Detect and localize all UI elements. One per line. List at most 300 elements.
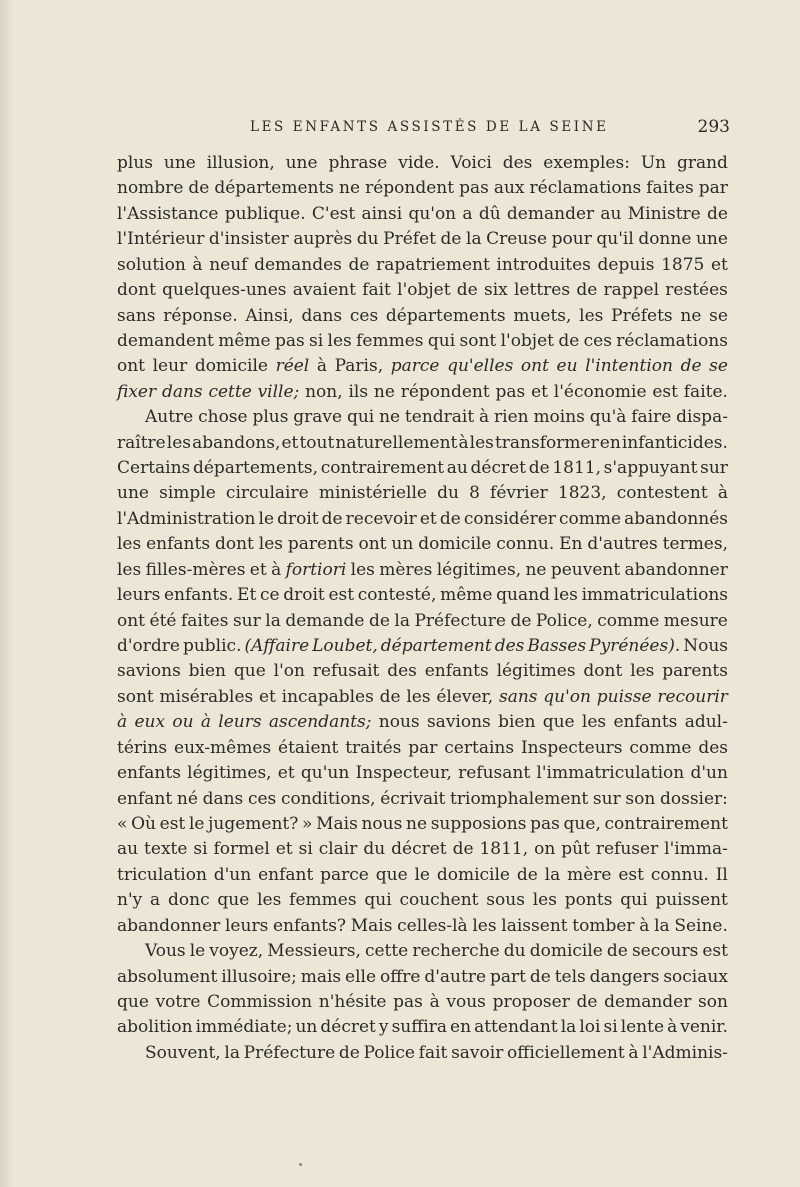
word: conditions,	[280, 788, 376, 809]
word: solution	[117, 254, 186, 275]
word: savions	[117, 661, 181, 682]
word: traités	[345, 737, 402, 758]
word: certains	[444, 737, 515, 758]
text-line	[117, 941, 728, 966]
word: ministérielle	[318, 483, 427, 504]
word: domicile	[418, 534, 492, 555]
italic-word: à	[200, 712, 211, 733]
word: neuf	[209, 254, 248, 275]
word: peuvent	[550, 559, 621, 580]
word: Souvent,	[145, 1042, 221, 1063]
italic-word: fixer	[117, 381, 157, 402]
word: moins	[533, 407, 585, 428]
word: au	[446, 458, 468, 479]
word: proposer	[492, 991, 570, 1012]
word: du	[363, 839, 386, 860]
word: la	[394, 610, 410, 631]
italic-word: eux	[134, 712, 166, 733]
word: ainsi	[361, 203, 403, 224]
word: qu'un	[300, 763, 350, 784]
word: d'un	[690, 763, 728, 784]
word: comme	[558, 508, 622, 529]
word: Ministre	[627, 203, 701, 224]
word: non,	[305, 381, 343, 402]
word: au	[600, 203, 622, 224]
word: triculation	[117, 864, 207, 885]
word: et	[419, 508, 437, 529]
word: Inspecteur,	[355, 763, 452, 784]
word: la	[224, 1042, 240, 1063]
word: leurs	[225, 915, 269, 936]
word: que	[217, 890, 250, 911]
word: pas	[393, 991, 423, 1012]
word: né	[176, 788, 198, 809]
word: une	[285, 153, 318, 173]
word: de	[321, 508, 343, 529]
word: ces	[247, 788, 277, 809]
word: 1875	[661, 254, 705, 275]
word: leurs	[117, 585, 161, 606]
word: tout	[299, 432, 335, 453]
word: en	[450, 1017, 472, 1038]
word: demander	[604, 991, 692, 1012]
word: à	[458, 432, 469, 453]
word: faite.	[683, 381, 728, 402]
word: recherche	[412, 941, 500, 962]
italic-word: des	[494, 636, 525, 657]
word: plus	[117, 153, 153, 173]
word: C'est	[311, 203, 356, 224]
word: qui	[346, 407, 375, 428]
word: 1811,	[552, 458, 601, 479]
word: ne	[680, 305, 702, 326]
word: abandonner	[117, 915, 221, 936]
word: que	[233, 661, 266, 682]
italic-word: leurs	[218, 712, 262, 733]
word: lettres	[513, 280, 571, 301]
word: fait	[362, 280, 391, 301]
word: domicile	[436, 864, 510, 885]
word: Police,	[535, 610, 593, 631]
word: un	[295, 1017, 318, 1038]
italic-word: ville;	[257, 381, 300, 402]
word: incapables	[281, 686, 374, 707]
word: dont	[214, 534, 254, 555]
word: attendant	[474, 1017, 558, 1038]
italic-word: recourir	[657, 686, 728, 707]
text-line	[117, 509, 728, 534]
text-line	[117, 763, 728, 788]
word: venir.	[680, 1017, 728, 1038]
word: Préfets	[611, 305, 673, 326]
text-line	[117, 1043, 728, 1068]
word: Voici	[450, 153, 492, 173]
word: la	[544, 864, 561, 885]
word: demandent	[117, 330, 214, 351]
word: contrairement	[320, 458, 445, 479]
word: l'Adminis-	[642, 1042, 728, 1063]
word: étaient	[278, 737, 339, 758]
word: Messieurs,	[267, 941, 361, 962]
word: grand	[676, 153, 728, 173]
word: à	[639, 915, 650, 936]
word: part	[489, 966, 526, 987]
word: la	[560, 1017, 577, 1038]
word: par	[698, 178, 728, 199]
word: simple	[159, 483, 216, 504]
word: abandonner	[624, 559, 728, 580]
word: Où	[131, 813, 156, 834]
word: savions	[426, 712, 491, 733]
word: depuis	[597, 254, 655, 275]
word: de	[528, 458, 550, 479]
word: pas	[495, 381, 526, 402]
italic-word: réel	[275, 356, 310, 377]
word: les	[166, 432, 192, 453]
word: quand	[496, 585, 550, 606]
word: tendrait	[404, 407, 475, 428]
text-line	[117, 865, 728, 890]
word: enfant	[117, 788, 173, 809]
word: ce	[259, 585, 280, 606]
word: et	[259, 686, 276, 707]
word: lente	[620, 1017, 665, 1038]
word: de	[456, 280, 478, 301]
word: l'Administration	[117, 508, 256, 529]
word: et	[281, 432, 299, 453]
word: comme	[597, 610, 660, 631]
italic-word: dans	[161, 381, 203, 402]
word: dont	[117, 280, 156, 301]
word: auprès	[293, 229, 353, 250]
text-line	[117, 229, 728, 254]
word: savoir	[451, 1042, 504, 1063]
word: n'hésite	[318, 991, 387, 1012]
word: rapatriement	[376, 254, 490, 275]
word: En	[559, 534, 583, 555]
italic-word: de	[680, 356, 702, 377]
word: écrivait	[380, 788, 446, 809]
word: tomber	[572, 915, 635, 936]
italic-word: ou	[172, 712, 194, 733]
word: Préfecture	[414, 610, 506, 631]
word: pas	[274, 330, 305, 351]
word: une	[163, 153, 196, 173]
word: sont	[459, 330, 497, 351]
word: vous	[446, 991, 486, 1012]
text-line	[117, 483, 728, 508]
word: Un	[640, 153, 667, 173]
word: si	[603, 1017, 618, 1038]
text-line	[117, 331, 728, 356]
word: même	[218, 330, 271, 351]
word: et	[710, 254, 728, 275]
italic-word: (Affaire	[244, 636, 310, 657]
word: se	[709, 305, 728, 326]
word: nous	[361, 813, 403, 834]
word: à	[429, 991, 440, 1012]
word: six	[483, 280, 508, 301]
word: rien	[494, 407, 529, 428]
word: des	[387, 661, 417, 682]
word: de	[606, 941, 628, 962]
body-text	[117, 153, 728, 1068]
word: mères	[379, 559, 433, 580]
word: bien	[498, 712, 536, 733]
word: ces	[349, 305, 379, 326]
word: Vous	[145, 941, 186, 962]
word: formel	[213, 839, 270, 860]
word: les	[117, 534, 142, 555]
word: ponts	[564, 890, 613, 911]
word: rappel	[603, 280, 660, 301]
word: couchent	[399, 890, 479, 911]
word: ne	[339, 178, 361, 199]
word: l'on	[273, 661, 305, 682]
word: les	[532, 890, 557, 911]
word: les	[117, 559, 142, 580]
word: laissent	[501, 915, 568, 936]
word: a	[462, 203, 473, 224]
word: une	[117, 483, 149, 504]
word: de	[576, 991, 598, 1012]
word: dangers	[589, 966, 660, 987]
word: misérables	[159, 686, 254, 707]
word: décret	[391, 839, 447, 860]
text-line	[117, 916, 728, 941]
word: sans	[117, 305, 156, 326]
word: grave	[293, 407, 343, 428]
text-line	[117, 433, 728, 458]
word: filles-mères	[145, 559, 246, 580]
word: 1823,	[557, 483, 607, 504]
word: recevoir	[345, 508, 417, 529]
text-line	[117, 255, 728, 280]
word: abandons,	[192, 432, 281, 453]
word: Seine.	[674, 915, 728, 936]
word: décret	[470, 458, 527, 479]
word: officiellement	[507, 1042, 625, 1063]
word: illusion,	[206, 153, 275, 173]
word: fait	[418, 1042, 448, 1063]
word: sur	[232, 610, 261, 631]
word: faire	[631, 407, 672, 428]
word: de	[368, 610, 390, 631]
word: dispa-	[676, 407, 728, 428]
word: été	[149, 610, 177, 631]
word: immédiate;	[195, 1017, 293, 1038]
word: qu'à	[589, 407, 627, 428]
italic-word: fortiori	[285, 559, 347, 580]
word: Paris,	[334, 356, 384, 377]
italic-word: se	[709, 356, 728, 377]
word: et	[275, 839, 293, 860]
word: à	[717, 483, 728, 504]
word: demander	[506, 203, 595, 224]
word: départements	[214, 178, 335, 199]
word: une	[695, 229, 728, 250]
word: ont	[117, 610, 146, 631]
word: le	[189, 941, 206, 962]
word: «	[117, 813, 128, 834]
word: à	[667, 1017, 678, 1038]
word: le	[258, 508, 275, 529]
word: triomphalement	[450, 788, 589, 809]
word: Ainsi,	[245, 305, 294, 326]
word: décret	[320, 1017, 376, 1038]
word: chose	[198, 407, 248, 428]
word: qu'il	[596, 229, 634, 250]
word: réponse.	[163, 305, 238, 326]
word: de	[440, 229, 462, 250]
text-line	[117, 382, 728, 407]
text-line	[117, 178, 728, 203]
word: que	[375, 864, 408, 885]
word: Et	[237, 585, 257, 606]
word: enfants	[146, 534, 211, 555]
word: élever,	[436, 686, 494, 707]
word: »	[302, 813, 313, 834]
text-line	[117, 789, 728, 814]
word: sociaux	[663, 966, 728, 987]
word: enfants.	[163, 585, 234, 606]
text-line	[117, 611, 728, 636]
word: d'un	[213, 864, 252, 885]
word: s'appuyant	[603, 458, 698, 479]
text-line	[117, 407, 728, 432]
word: est	[328, 585, 355, 606]
word: dont	[583, 661, 623, 682]
word: est	[159, 813, 186, 834]
italic-word: sans	[498, 686, 538, 707]
text-line	[117, 585, 728, 610]
word: est	[652, 381, 678, 402]
word: tels	[554, 966, 586, 987]
word: enfants	[424, 661, 489, 682]
text-line	[117, 560, 728, 585]
word: contesté,	[357, 585, 437, 606]
word: donne	[638, 229, 692, 250]
word: contestent	[616, 483, 708, 504]
word: naturellement	[335, 432, 458, 453]
word: y	[378, 1017, 389, 1038]
word: son	[698, 991, 728, 1012]
word: loi	[579, 1017, 601, 1038]
word: son	[625, 788, 656, 809]
word: de	[379, 686, 401, 707]
word: plus	[252, 407, 289, 428]
word: les	[406, 686, 431, 707]
word: parents	[287, 534, 354, 555]
word: pût	[561, 839, 590, 860]
text-line	[117, 356, 728, 381]
word: demandes	[254, 254, 342, 275]
italic-word: ascendants;	[268, 712, 372, 733]
word: femmes	[289, 890, 357, 911]
word: un	[391, 534, 414, 555]
paper-speck	[299, 1163, 302, 1166]
word: des	[502, 153, 533, 173]
text-line	[117, 636, 728, 661]
word: est	[702, 941, 728, 962]
word: si	[298, 839, 313, 860]
word: mère	[567, 864, 612, 885]
word: ont	[117, 356, 146, 377]
word: immatriculations	[581, 585, 728, 606]
text-line	[117, 687, 728, 712]
word: texte	[144, 839, 188, 860]
word: eux-mêmes	[174, 737, 272, 758]
word: domicile	[194, 356, 268, 377]
running-header	[120, 117, 730, 141]
word: en	[599, 432, 621, 453]
word: muets,	[513, 305, 572, 326]
word: et	[249, 559, 267, 580]
word: enfant	[258, 864, 314, 885]
word: femmes	[356, 330, 424, 351]
word: dossier:	[659, 788, 728, 809]
word: jugement?	[208, 813, 299, 834]
word: répondent	[400, 381, 490, 402]
word: le	[414, 864, 430, 885]
word: introduites	[496, 254, 591, 275]
word: la	[265, 610, 281, 631]
word: répondent	[365, 178, 455, 199]
word: pas	[530, 813, 560, 834]
word: illusoire;	[221, 966, 297, 987]
word: raître	[117, 432, 166, 453]
word: refuser	[595, 839, 659, 860]
running-title: LES ENFANTS ASSISTÉS DE LA SEINE	[250, 119, 609, 135]
word: l'objet	[500, 330, 554, 351]
text-line	[117, 738, 728, 763]
word: leur	[152, 356, 188, 377]
word: du	[503, 941, 526, 962]
word: les	[472, 915, 497, 936]
word: donc	[168, 890, 210, 911]
word: clair	[318, 839, 358, 860]
word: Autre	[145, 407, 194, 428]
word: qui	[427, 330, 456, 351]
word: circulaire	[225, 483, 309, 504]
word: adul-	[684, 712, 728, 733]
word: nous	[378, 712, 420, 733]
text-line	[117, 280, 728, 305]
word: les	[581, 712, 607, 733]
word: mais	[300, 966, 342, 987]
word: abolition	[117, 1017, 193, 1038]
word: par	[408, 737, 438, 758]
word: même	[440, 585, 493, 606]
word: le	[188, 813, 205, 834]
word: Inspecteurs	[520, 737, 623, 758]
word: si	[193, 839, 208, 860]
italic-word: Pyrénées).	[589, 636, 681, 657]
word: de	[452, 839, 474, 860]
word: pas	[459, 178, 489, 199]
word: légitimes	[496, 661, 576, 682]
word: ces	[583, 330, 612, 351]
word: l'économie	[553, 381, 647, 402]
word: à	[479, 407, 490, 428]
word: n'y	[117, 890, 143, 911]
word: dans	[301, 305, 343, 326]
word: sont	[117, 686, 154, 707]
word: ne	[379, 407, 401, 428]
word: de	[558, 330, 580, 351]
word: de	[529, 966, 551, 987]
word: sur	[592, 788, 621, 809]
